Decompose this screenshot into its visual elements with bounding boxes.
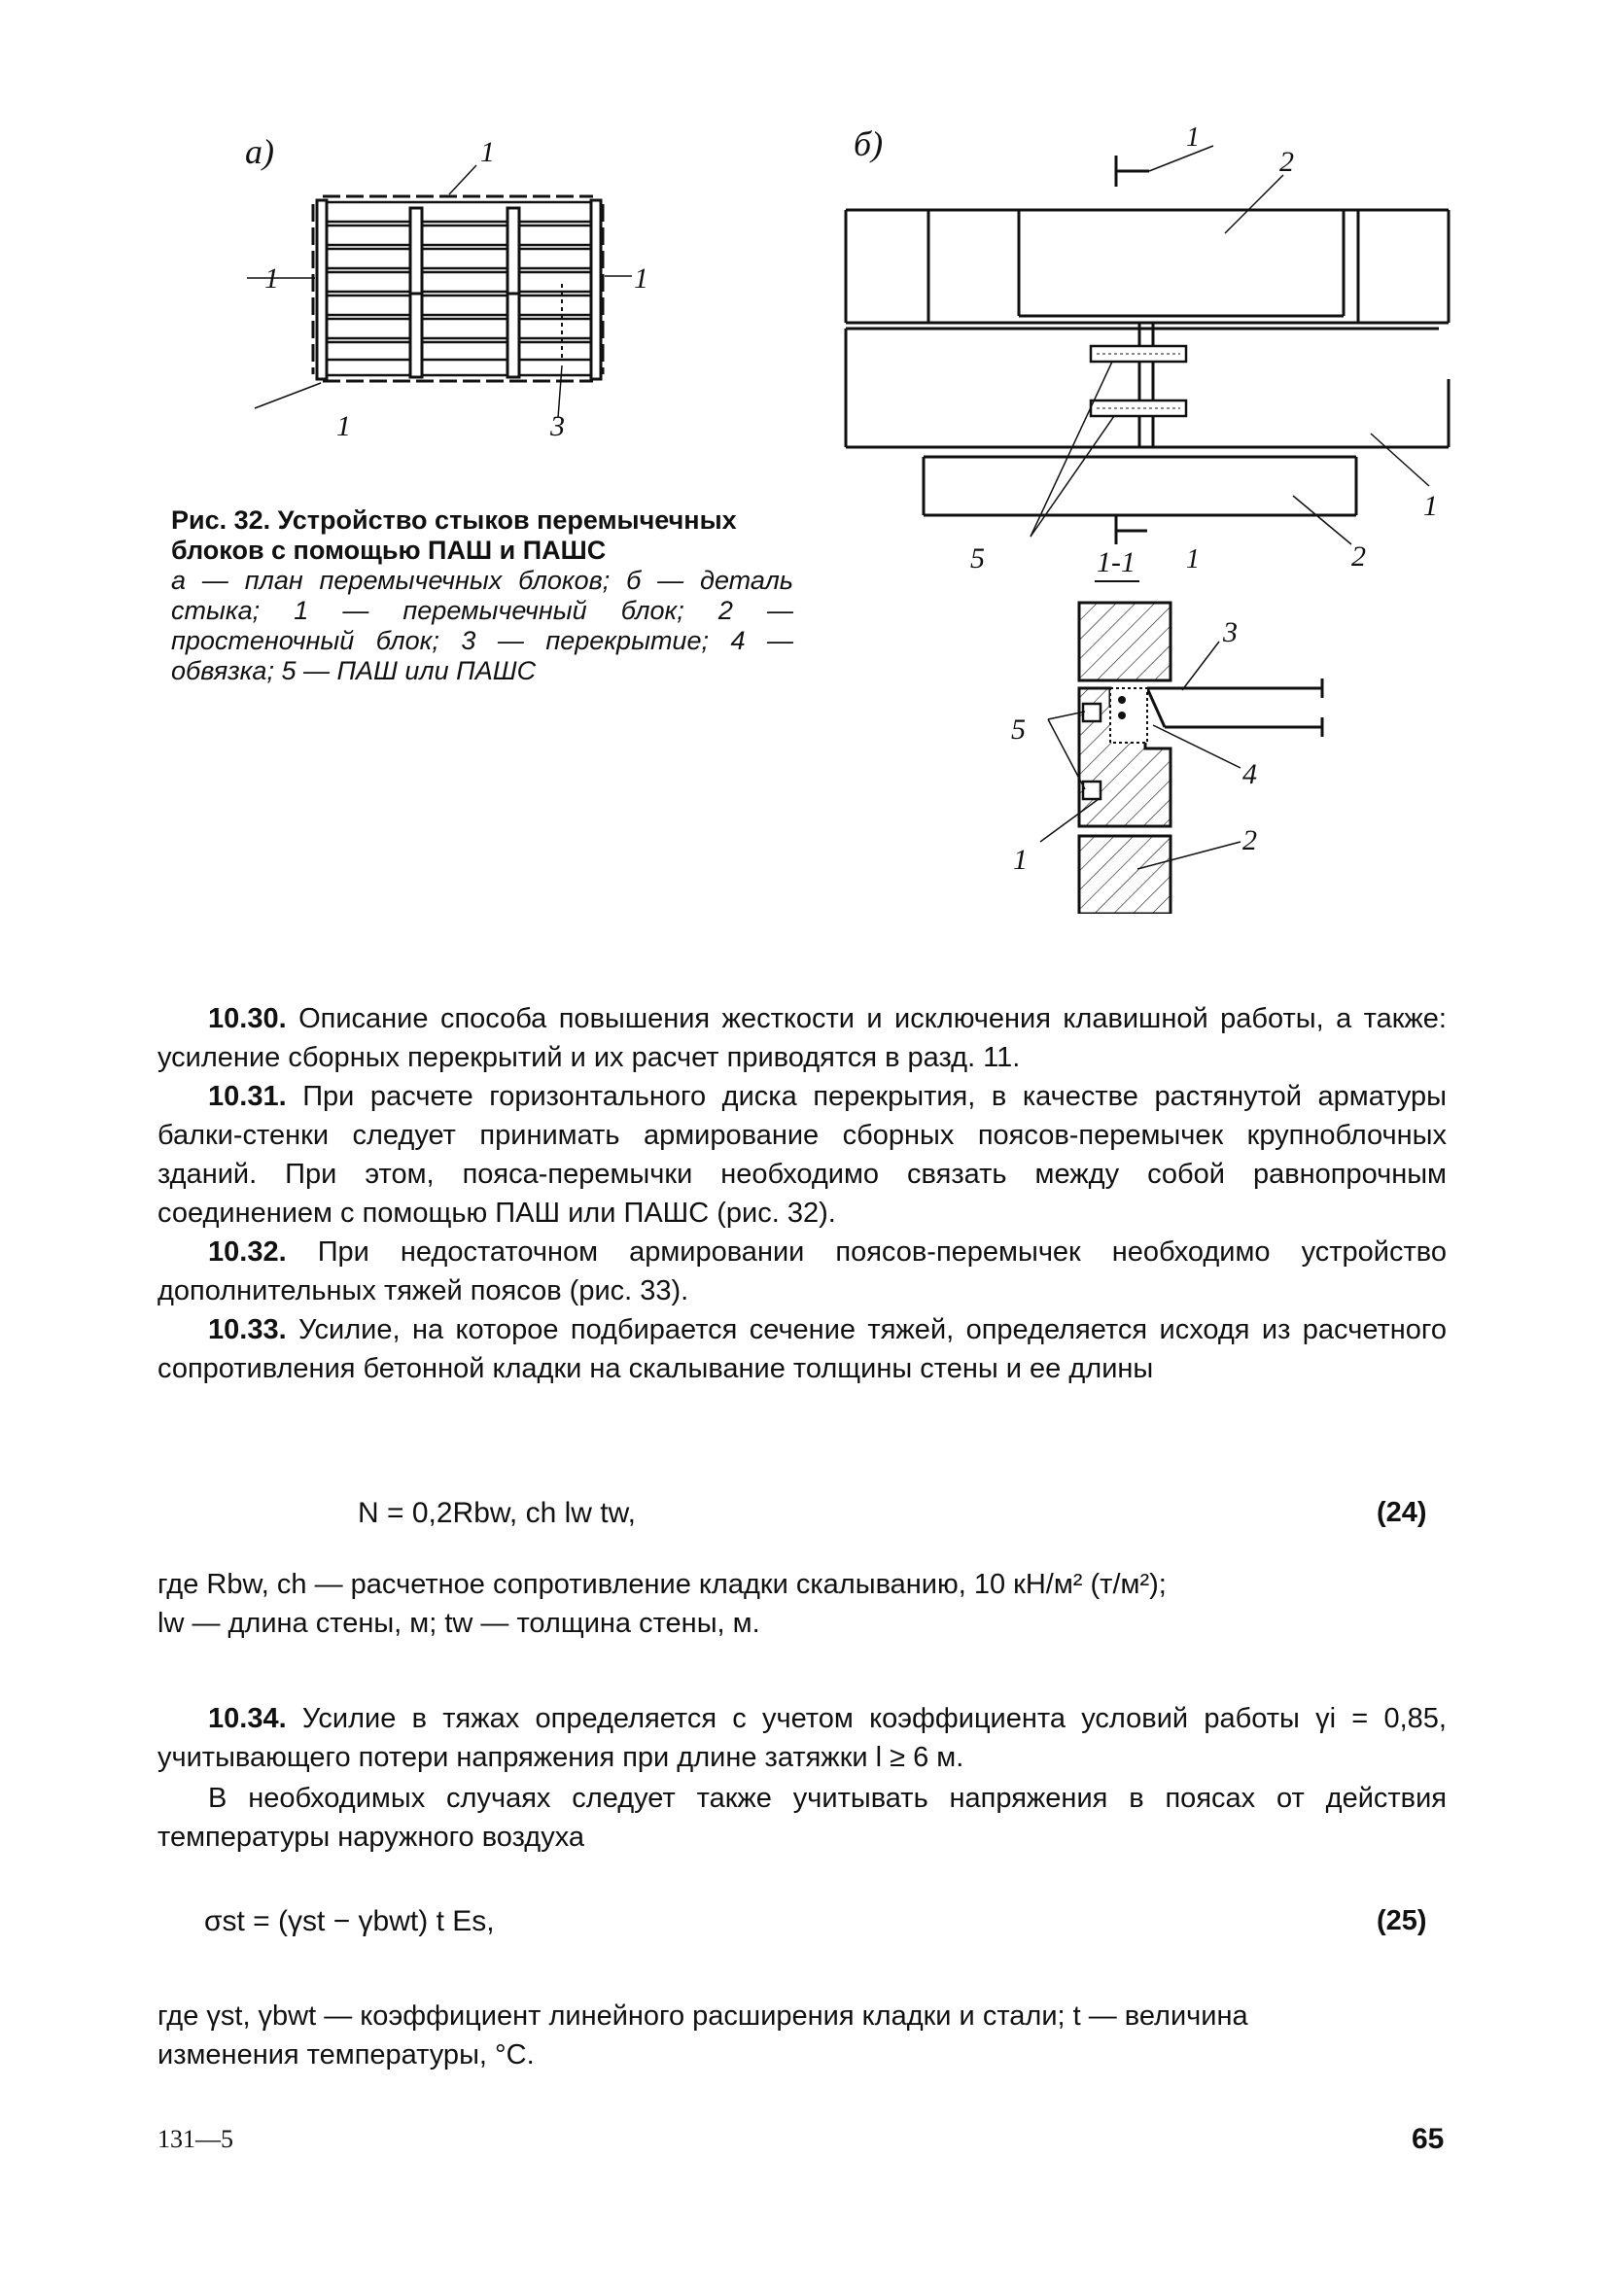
callout-b-1-top: 1 xyxy=(1186,122,1200,153)
formula-24-number: (24) xyxy=(1377,1497,1427,1528)
where-line-1: где Rbw, ch — расчетное сопротивление кладки скалыванию, 10 кН/м² (т/м²); xyxy=(157,1569,1167,1600)
section-callout-3: 3 xyxy=(1223,616,1238,648)
section-callout-4: 4 xyxy=(1242,758,1257,790)
upper-block xyxy=(1079,603,1171,680)
paragraph-number: 10.34. xyxy=(208,1703,287,1734)
callout-a-top: 1 xyxy=(480,136,495,168)
callout-b-2-bottom: 2 xyxy=(1351,540,1366,573)
paragraph-text: Описание способа повышения жесткости и исключения клавишной работы, а также: усиление сборных перекрытий и их расчет приводятся в разд. 11. xyxy=(157,1003,1447,1073)
callout-a-right: 1 xyxy=(634,262,648,295)
callout-a-3: 3 xyxy=(550,410,565,442)
figure-a-label: а) xyxy=(245,132,274,171)
figure-b-label: б) xyxy=(854,124,884,163)
formula-25: σst = (γst − γbwt) t Es, xyxy=(204,1905,495,1937)
section-callout-5: 5 xyxy=(1011,713,1026,746)
where-line-2: lw — длина стены, м; tw — толщина стены, м. xyxy=(157,1608,760,1639)
callout-b-2-top: 2 xyxy=(1279,146,1294,178)
paragraph-number: 10.32. xyxy=(208,1236,287,1268)
paragraph-10-30 xyxy=(157,999,1447,1077)
floor-strips xyxy=(321,202,597,375)
callout-b-5: 5 xyxy=(970,542,985,574)
section-label: 1-1 xyxy=(1097,546,1136,578)
formula-25-where xyxy=(157,1997,1447,2074)
paragraph-10-33 xyxy=(157,1310,1447,1388)
callout-b-1-bottom: 1 xyxy=(1186,544,1200,574)
figure-b xyxy=(836,117,1458,574)
caption-title: Рис. 32. Устройство стыков перемычечных блоков с помощью ПАШ и ПАШС xyxy=(171,505,737,565)
caption-description: а — план перемычечных блоков; б — деталь стыка; 1 — перемычечный блок; 2 — простеночный блок; 3 — перекрытие; 4 — обвязка; 5 — ПАШ или ПАШС xyxy=(171,566,793,685)
paragraph-number: 10.30. xyxy=(208,1003,287,1034)
callout-a-bottom: 1 xyxy=(336,410,351,442)
paragraph-text: Усилие, на которое подбирается сечение тяжей, определяется исходя из расчетного сопротивления бетонной кладки на скалывание толщины стены и ее длины xyxy=(157,1314,1447,1384)
paragraph-temperature xyxy=(157,1779,1447,1857)
callout-b-1-right: 1 xyxy=(1423,490,1438,522)
formula-24: N = 0,2Rbw, ch lw tw, xyxy=(358,1497,636,1529)
figure-a xyxy=(243,126,651,447)
paragraph-number: 10.31. xyxy=(208,1081,287,1112)
paragraph-text: При недостаточном армировании поясов-перемычек необходимо устройство дополнительных тяжей поясов (рис. 33). xyxy=(157,1236,1447,1306)
formula-24-where xyxy=(157,1565,1447,1643)
paragraph-text: При расчете горизонтального диска перекрытия, в качестве растянутой арматуры балки-стенки следует принимать армирование сборных поясов-перемычек крупноблочных зданий. При этом, пояса-перемычки необходимо связать между собой равнопрочным соединением с помощью ПАШ или ПАШС (рис. 32). xyxy=(157,1081,1447,1229)
callout-a-left: 1 xyxy=(264,262,279,295)
page-number: 65 xyxy=(1412,2123,1445,2155)
footer-signature: 131—5 xyxy=(157,2125,233,2153)
paragraph-10-32 xyxy=(157,1233,1447,1310)
paragraph-text: Усилие в тяжах определяется с учетом коэффициента условий работы γi = 0,85, учитывающего потери напряжения при длине затяжки l ≥ 6 м. xyxy=(157,1703,1447,1773)
formula-25-number: (25) xyxy=(1377,1905,1427,1936)
where-line-1: где γst, γbwt — коэффициент линейного расширения кладки и стали; t — величина xyxy=(157,2000,1248,2032)
paragraph-number: 10.33. xyxy=(208,1314,287,1345)
where-line-2: изменения температуры, °С. xyxy=(157,2039,535,2070)
figure-caption xyxy=(171,505,793,686)
paragraph-10-34 xyxy=(157,1699,1447,1777)
section-callout-1: 1 xyxy=(1013,844,1028,876)
section-callout-2: 2 xyxy=(1242,824,1257,856)
lower-block xyxy=(1079,836,1171,914)
section-1-1 xyxy=(1001,544,1351,914)
paragraph-10-31 xyxy=(157,1077,1447,1233)
paragraph-text: В необходимых случаях следует также учитывать напряжения в поясах от действия температуры наружного воздуха xyxy=(157,1783,1447,1853)
